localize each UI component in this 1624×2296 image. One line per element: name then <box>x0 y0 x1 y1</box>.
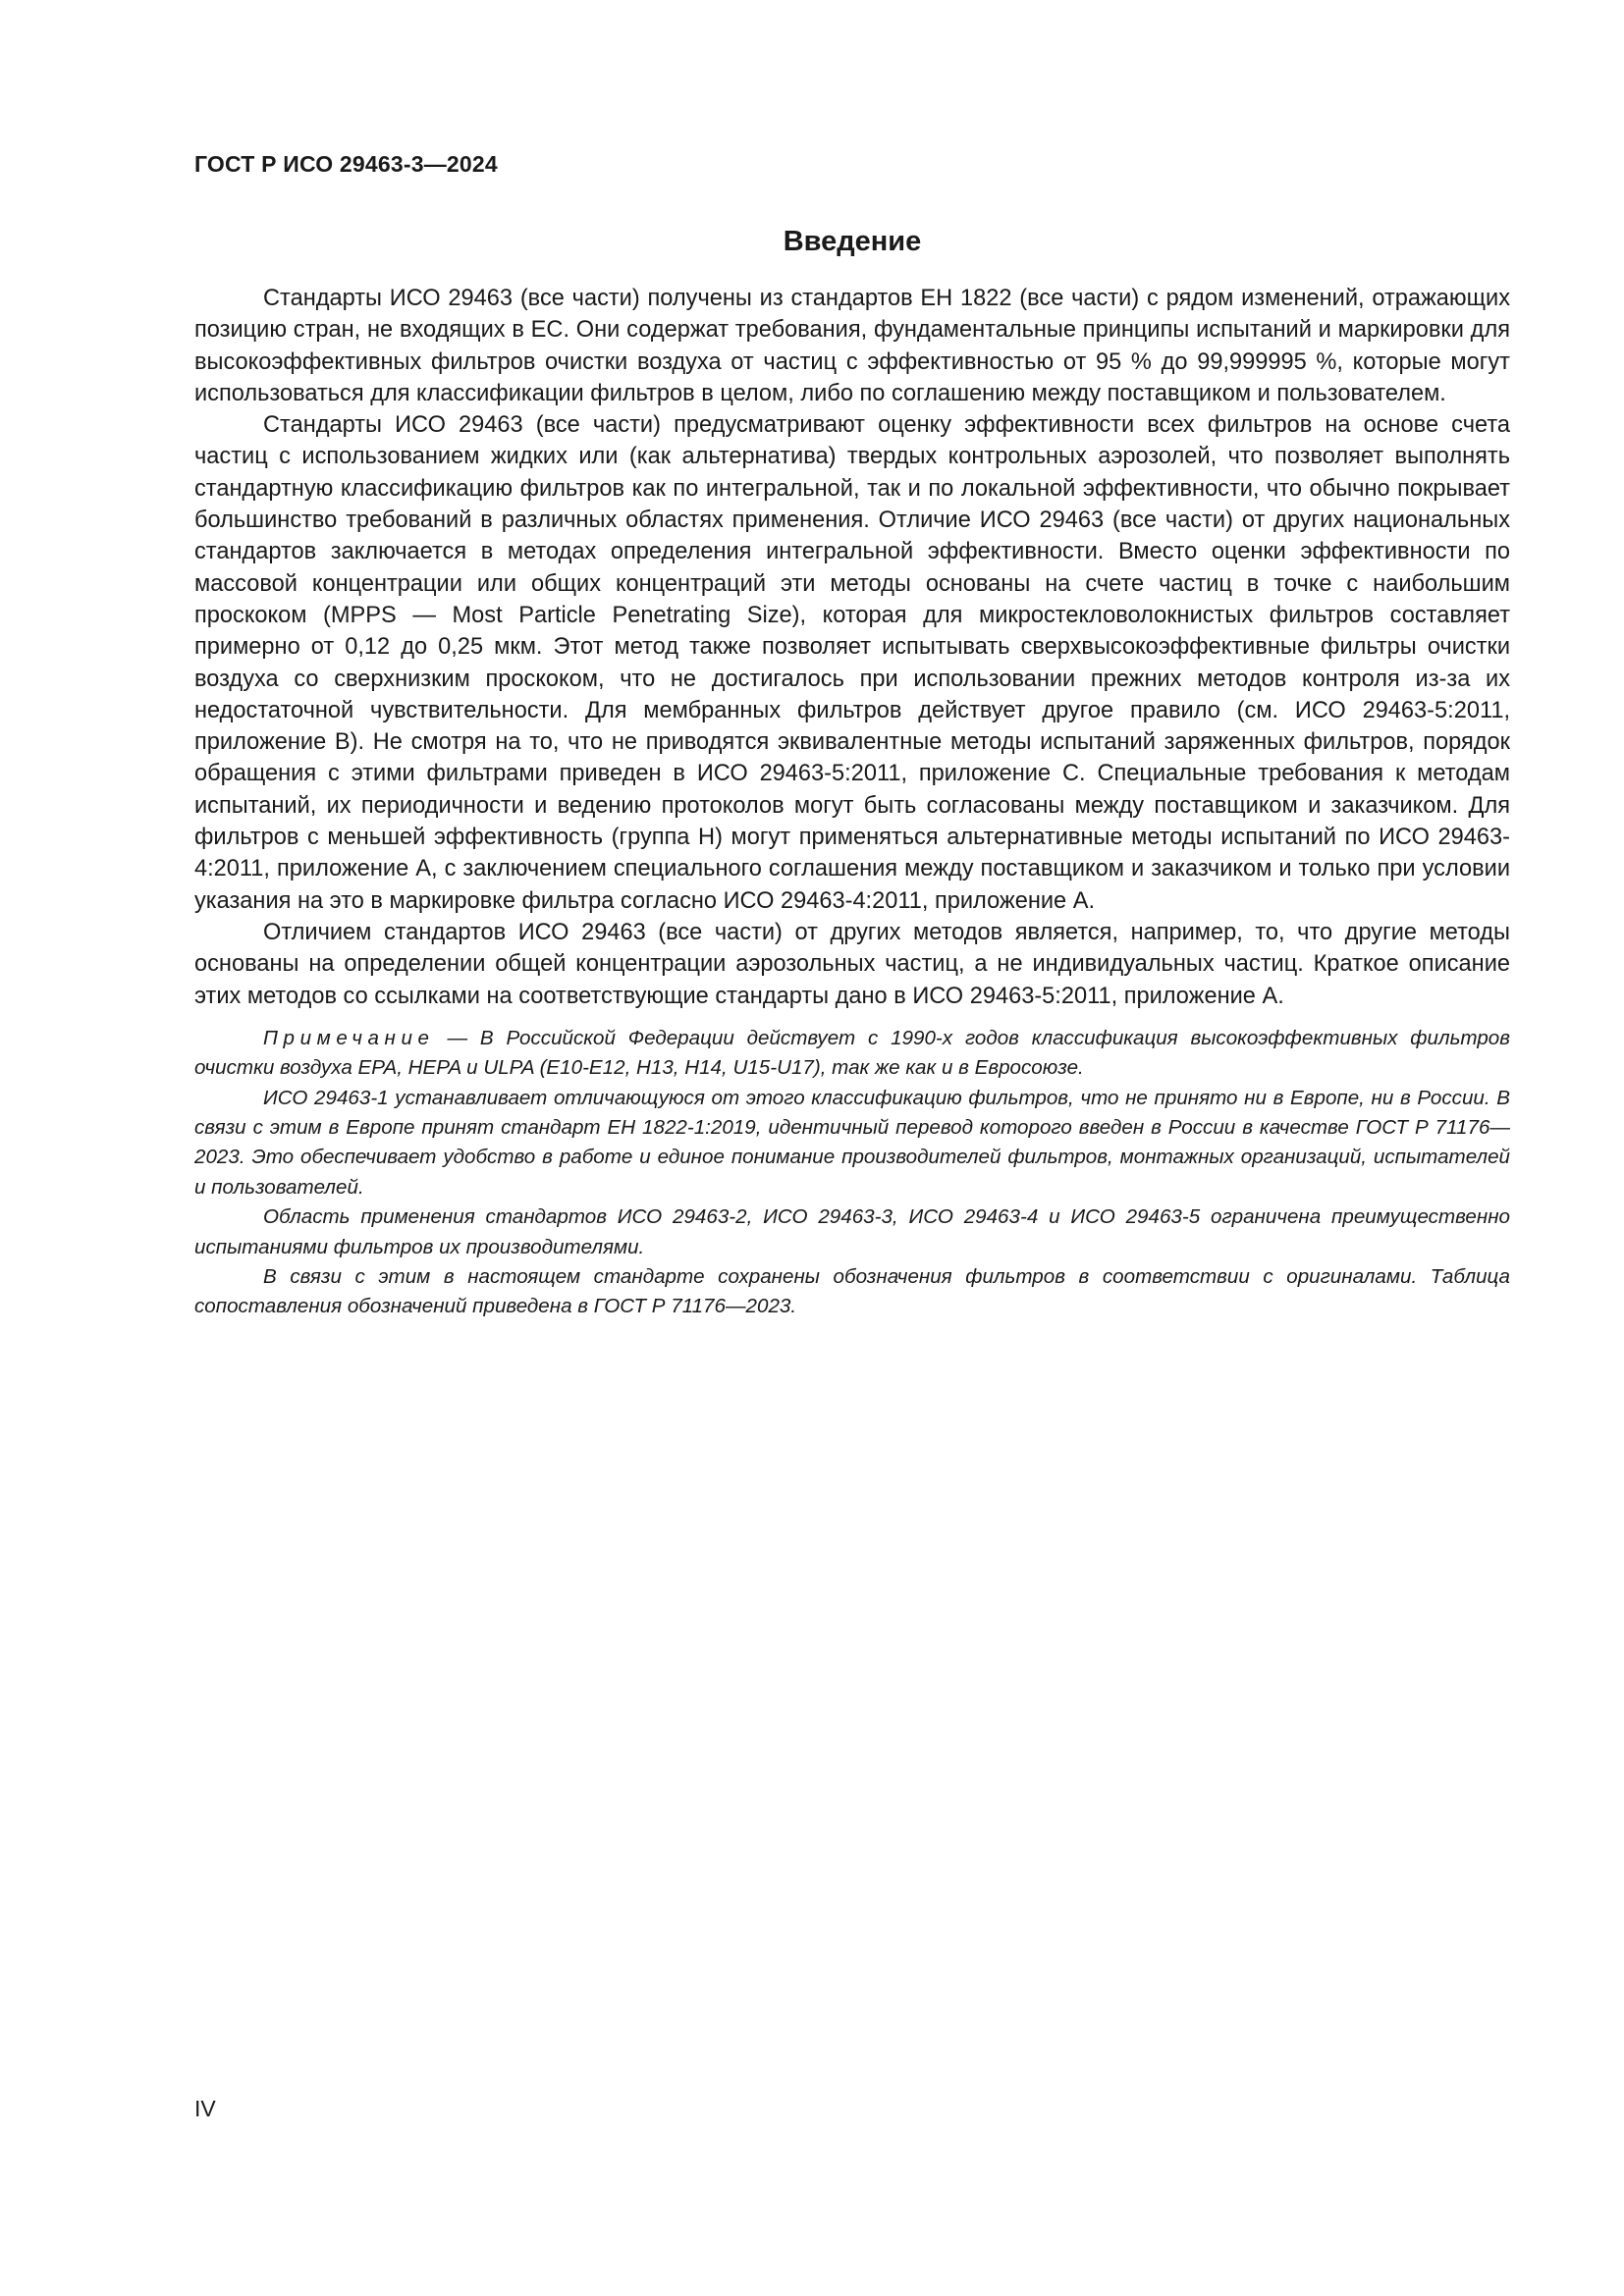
note-label: Примечание <box>263 1026 435 1049</box>
body-paragraph: Стандарты ИСО 29463 (все части) получены из стандартов ЕН 1822 (все части) с рядом изменений, отражающих позицию стран, не входящих в ЕС. Они содержат требования, фундаментальные принципы испытаний и маркировки для высокоэффективных фильтров очистки воздуха от частиц с эффективностью от 95 % до 99,999995 %, которые могут использоваться для классификации фильтров в целом, либо по соглашению между поставщиком и пользователем. <box>194 286 1510 406</box>
document-body <box>194 283 1510 1322</box>
note-paragraph: ИСО 29463-1 устанавливает отличающуюся от этого классификацию фильтров, что не принято ни в Европе, ни в России. В связи с этим в Европе принят стандарт ЕН 1822-1:2019, идентичный перевод которого введен в России в качестве ГОСТ Р 71176—2023. Это обеспечивает удобство в работе и единое понимание производителей фильтров, монтажных организаций, испытателей и пользователей. <box>194 1086 1510 1199</box>
section-title: Введение <box>783 226 922 257</box>
note-paragraph: Область применения стандартов ИСО 29463-2, ИСО 29463-3, ИСО 29463-4 и ИСО 29463-5 ограничена преимущественно испытаниями фильтров их производителями. <box>194 1205 1510 1258</box>
page-number: IV <box>194 2096 216 2121</box>
document-code-header: ГОСТ Р ИСО 29463-3—2024 <box>194 151 498 177</box>
note-paragraph: В связи с этим в настоящем стандарте сохранены обозначения фильтров в соответствии с оригиналами. Таблица сопоставления обозначений приведена в ГОСТ Р 71176—2023. <box>194 1265 1510 1318</box>
body-paragraph: Отличием стандартов ИСО 29463 (все части) от других методов является, например, то, что другие методы основаны на определении общей концентрации аэрозольных частиц, а не индивидуальных частиц. Краткое описание этих методов со ссылками на соответствующие стандарты дано в ИСО 29463-5:2011, приложение А. <box>194 919 1510 1009</box>
body-paragraph: Стандарты ИСО 29463 (все части) предусматривают оценку эффективности всех фильтров на основе счета частиц с использованием жидких или (как альтернатива) твердых контрольных аэрозолей, что позволяет выполнять стандартную классификацию фильтров как по интегральной, так и по локальной эффективности, что обычно покрывает большинство требований в различных областях применения. Отличие ИСО 29463 (все части) от других национальных стандартов заключается в методах определения интегральной эффективности. Вместо оценки эффективности по массовой концентрации или общих концентраций эти методы основаны на счете частиц в точке с наибольшим проскоком (MPPS — Most Particle Penetrating Size), которая для микростекловолокнистых фильтров составляет примерно от 0,12 до 0,25 мкм. Этот метод также позволяет испытывать сверхвысокоэффективные фильтры очистки воздуха со сверхнизким проскоком, что не достигалось при использовании прежних методов контроля из-за их недостаточной чувствительности. Для мембранных фильтров действует другое правило (см. ИСО 29463-5:2011, приложение В). Не смотря на то, что не приводятся эквивалентные методы испытаний заряженных фильтров, порядок обращения с этими фильтрами приведен в ИСО 29463-5:2011, приложение С. Специальные требования к методам испытаний, их периодичности и ведению протоколов могут быть согласованы между поставщиком и заказчиком. Для фильтров с меньшей эффективность (группа Н) могут применяться альтернативные методы испытаний по ИСО 29463-4:2011, приложение А, с заключением специального соглашения между поставщиком и заказчиком и только при условии указания на это в маркировке фильтра согласно ИСО 29463-4:2011, приложение А. <box>194 412 1510 914</box>
note-block <box>194 1024 1510 1322</box>
note-text: — В Российской Федерации действует с 1990-х годов классификация высокоэффективных фильтров очистки воздуха EPA, HEPA и ULPA (E10-E12, H13, H14, U15-U17), так же как и в Евросоюзе. <box>194 1026 1510 1080</box>
note-paragraph <box>194 1024 1510 1084</box>
